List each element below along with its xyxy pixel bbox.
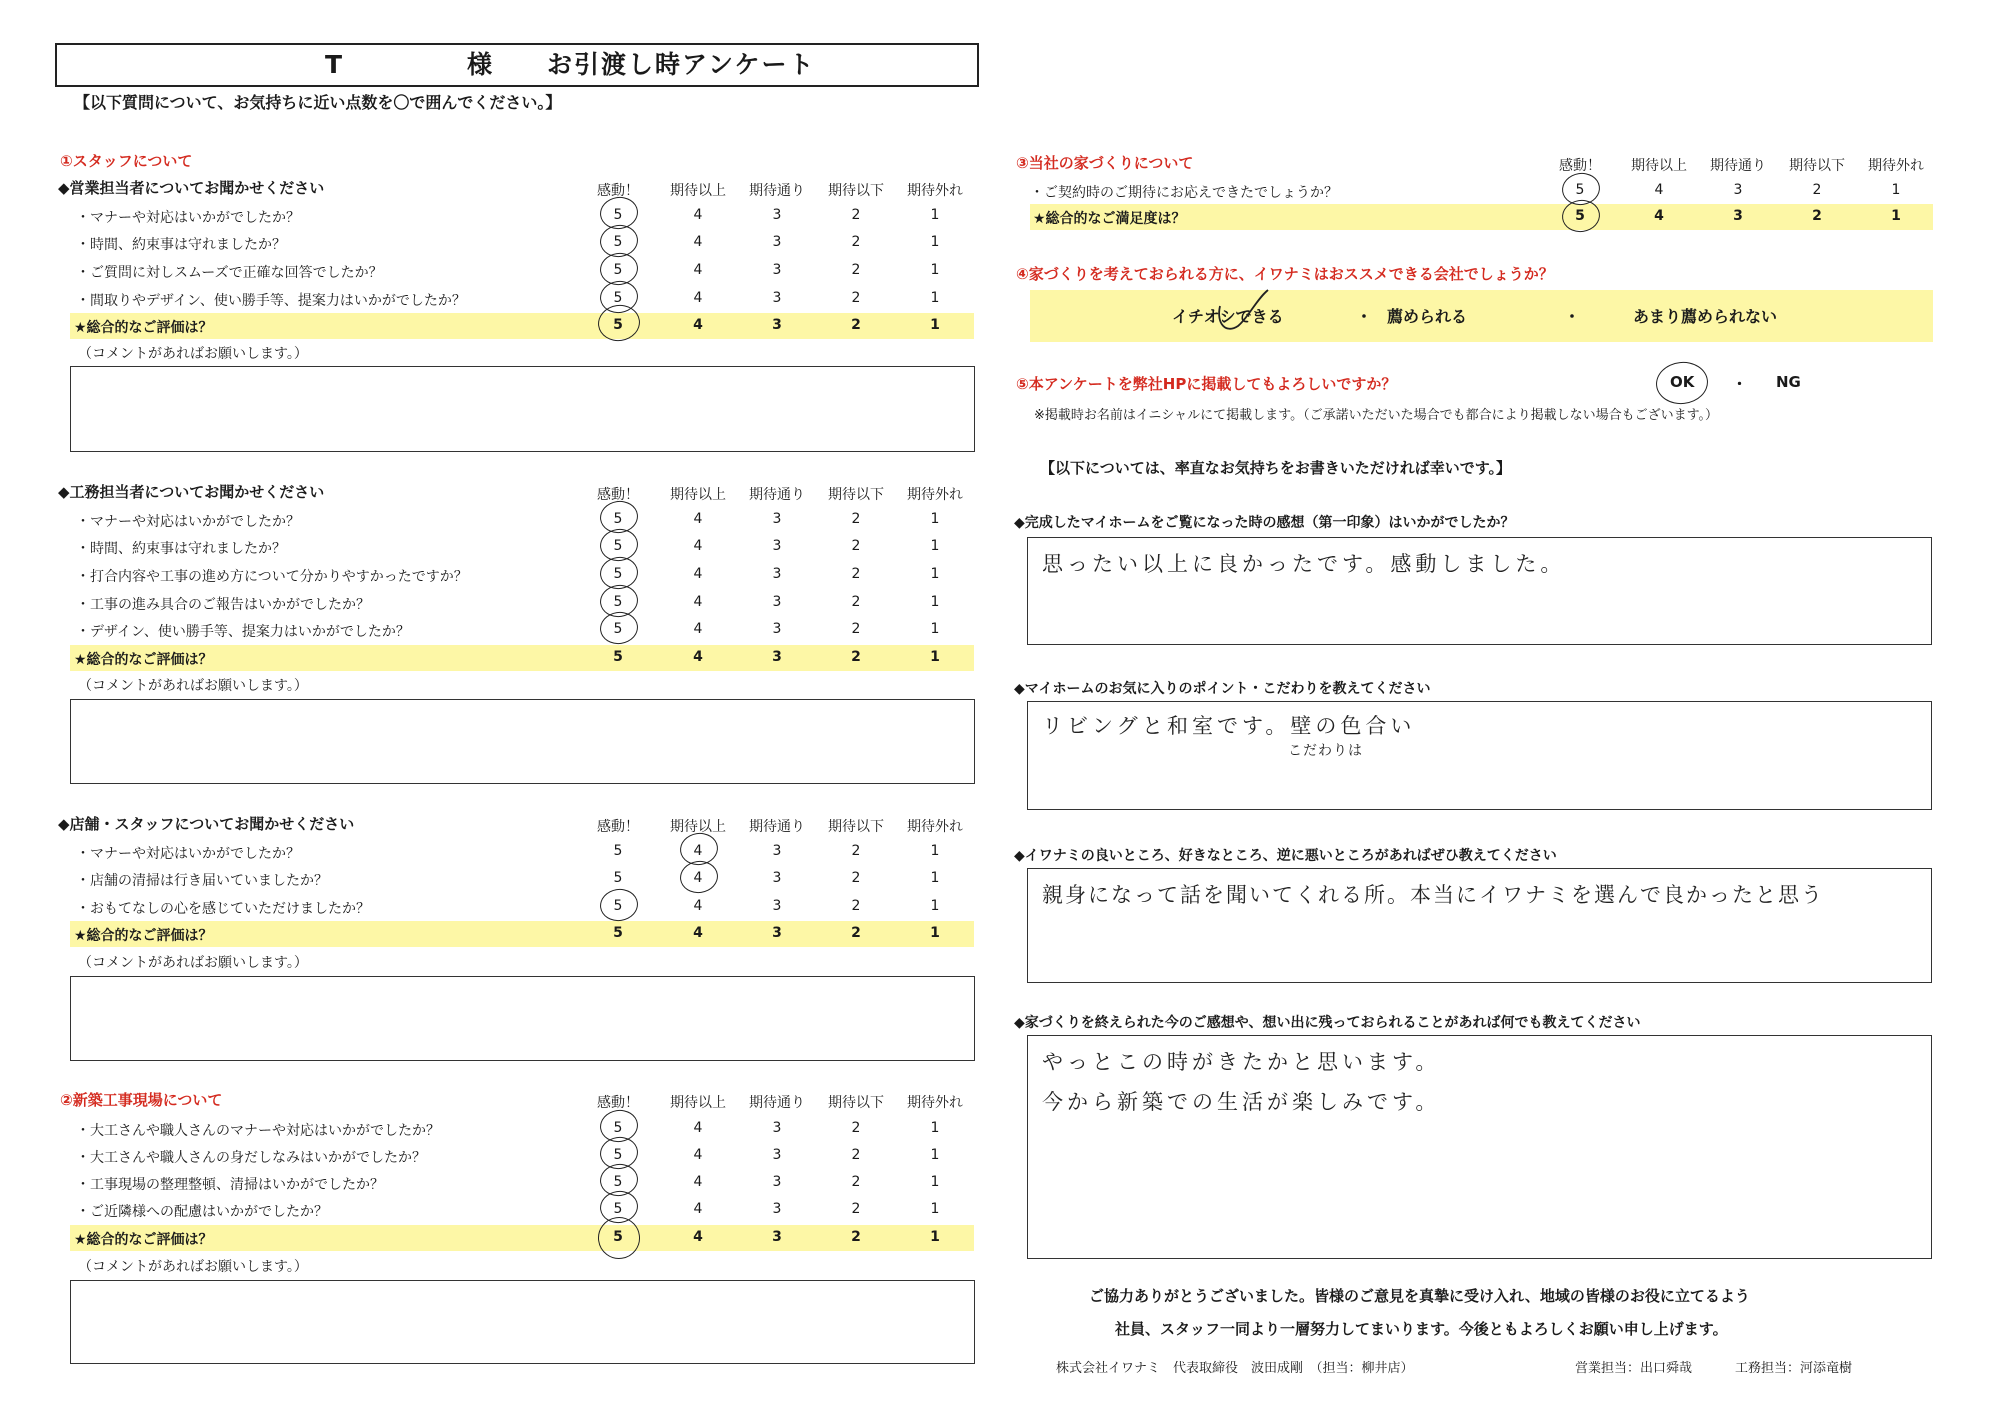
sec4-option[interactable]: あまり薦められない [1633,307,1778,326]
q1-scale-label: 期待外れ [907,183,963,199]
q4-score[interactable]: 1 [930,1120,940,1136]
sec3-overall-score[interactable]: 3 [1733,208,1743,224]
q1-score[interactable]: 2 [851,207,861,223]
sec4-options-highlight [1030,290,1933,342]
q2-scale-label: 期待外れ [907,487,963,503]
q2-score[interactable]: 5 [613,511,623,527]
q4-score[interactable]: 2 [851,1201,861,1217]
sec3-score[interactable]: 5 [1575,182,1585,198]
q2-score[interactable]: 3 [772,566,782,582]
sec3-overall-score[interactable]: 1 [1891,208,1901,224]
title-box [55,43,979,87]
q4-score[interactable]: 5 [613,1147,623,1163]
sec4-separator: ・ [1564,307,1581,326]
q4-overall-score[interactable]: 2 [851,1229,861,1245]
q3-overall-score[interactable]: 1 [930,925,940,941]
q3-score[interactable]: 1 [930,870,940,886]
q4-scale-label: 感動！ [597,1095,639,1111]
q1-overall-score[interactable]: 4 [693,317,703,333]
sec5-ok-option[interactable]: OK [1670,373,1695,391]
q1-item: ・時間、約束事は守れましたか？ [76,237,286,253]
construction-rep: 工務担当：河添竜樹 [1735,1361,1853,1376]
q1-comment-box[interactable] [70,366,975,452]
q3-score[interactable]: 1 [930,843,940,859]
sec4-option[interactable]: イチオシできる [1172,307,1284,326]
sec5-ok-circle [1654,359,1710,406]
q1-overall-score[interactable]: 2 [851,317,861,333]
sec3-scale-label: 感動！ [1559,158,1601,174]
sales-rep: 営業担当：出口舜哉 [1575,1361,1693,1376]
sec4-option[interactable]: 薦められる [1387,307,1468,326]
q2-overall-label: ★総合的なご評価は？ [74,652,213,668]
q4-score[interactable]: 5 [613,1174,623,1190]
section-4-title: ④家づくりを考えておられる方に、イワナミはおススメできる会社でしょうか？ [1016,265,1554,283]
q2-item: ・工事の進み具合のご報告はいかがでしたか？ [76,597,370,613]
sec3-score[interactable]: 2 [1812,182,1822,198]
q3-score[interactable]: 3 [772,870,782,886]
q2-score[interactable]: 3 [772,594,782,610]
q2-score[interactable]: 4 [693,594,703,610]
q4-score[interactable]: 1 [930,1174,940,1190]
q1-score[interactable]: 4 [693,234,703,250]
sec4-check-mark [1212,284,1272,344]
q1-title: ◆営業担当者についてお聞かせください [58,179,325,197]
q1-score[interactable]: 4 [693,207,703,223]
q2-score[interactable]: 2 [851,621,861,637]
q1-scale-label: 期待以下 [828,183,884,199]
fb4-question: ◆家づくりを終えられた今のご感想や、想い出に残っておられることがあれば何でも教えてください [1014,1015,1641,1031]
q1-score[interactable]: 4 [693,262,703,278]
q3-item: ・おもてなしの心を感じていただけましたか？ [76,901,370,917]
q3-score[interactable]: 4 [693,870,703,886]
q3-scale-label: 期待通り [749,819,805,835]
q4-comment-prompt: （コメントがあればお願いします。） [78,1259,308,1275]
q1-score[interactable]: 5 [613,262,623,278]
sec3-scale-label: 期待外れ [1868,158,1924,174]
q2-score[interactable]: 4 [693,566,703,582]
q1-score[interactable]: 3 [772,234,782,250]
q1-overall-score[interactable]: 3 [772,317,782,333]
q3-overall-label: ★総合的なご評価は？ [74,928,213,944]
fb2-answer: リビングと和室です。壁の色合い [1042,714,1416,738]
q4-item: ・大工さんや職人さんの身だしなみはいかがでしたか？ [76,1150,426,1166]
sec3-scale-label: 期待以上 [1631,158,1687,174]
q1-score[interactable]: 3 [772,207,782,223]
q2-score[interactable]: 1 [930,538,940,554]
q4-overall-score[interactable]: 1 [930,1229,940,1245]
q1-score[interactable]: 5 [613,207,623,223]
q3-score[interactable]: 2 [851,843,861,859]
q3-score[interactable]: 5 [613,898,623,914]
q1-scale-label: 感動！ [597,183,639,199]
q4-scale-label: 期待外れ [907,1095,963,1111]
q1-score[interactable]: 3 [772,290,782,306]
q4-score[interactable]: 4 [693,1120,703,1136]
section-3-title: ③当社の家づくりについて [1016,154,1194,172]
fb4-box[interactable] [1027,1035,1932,1259]
q2-score[interactable]: 3 [772,538,782,554]
q4-overall-score[interactable]: 4 [693,1229,703,1245]
q4-overall-label: ★総合的なご評価は？ [74,1232,213,1248]
q4-score[interactable]: 1 [930,1201,940,1217]
q2-scale-label: 感動！ [597,487,639,503]
q1-overall-label: ★総合的なご評価は？ [74,320,213,336]
q3-score[interactable]: 3 [772,898,782,914]
fb4-answer-line: 今から新築での生活が楽しみです。 [1042,1090,1441,1114]
q2-score[interactable]: 5 [613,566,623,582]
q3-scale-label: 期待外れ [907,819,963,835]
fb1-answer: 思ったい以上に良かったです。感動しました。 [1042,552,1566,576]
customer-name: T [325,50,343,79]
q2-comment-prompt: （コメントがあればお願いします。） [78,678,308,694]
q2-overall-score[interactable]: 5 [613,649,623,665]
q1-scale-label: 期待以上 [670,183,726,199]
q2-title: ◆工務担当者についてお聞かせください [58,483,325,501]
sec3-score[interactable]: 1 [1891,182,1901,198]
q1-score[interactable]: 5 [613,234,623,250]
section-1-title: ①スタッフについて [60,152,193,170]
q3-scale-label: 期待以下 [828,819,884,835]
fb4-answer-line: やっとこの時がきたかと思います。 [1042,1050,1441,1074]
q4-overall-score[interactable]: 5 [613,1229,623,1245]
sec3-overall-score[interactable]: 5 [1575,208,1585,224]
q2-score[interactable]: 1 [930,566,940,582]
q2-overall-score[interactable]: 2 [851,649,861,665]
q2-overall-score[interactable]: 4 [693,649,703,665]
survey-title: お引渡し時アンケート [547,50,816,79]
q4-score[interactable]: 4 [693,1147,703,1163]
q3-score[interactable]: 1 [930,898,940,914]
q4-score[interactable]: 3 [772,1201,782,1217]
q4-score[interactable]: 3 [772,1147,782,1163]
q3-overall-score[interactable]: 5 [613,925,623,941]
q2-score[interactable]: 1 [930,511,940,527]
sec3-overall-score[interactable]: 2 [1812,208,1822,224]
section-2-title: ②新築工事現場について [60,1091,223,1109]
q3-overall-score[interactable]: 2 [851,925,861,941]
sec4-separator: ・ [1356,307,1373,326]
q2-item: ・マナーや対応はいかがでしたか？ [76,514,300,530]
q4-scale-label: 期待以上 [670,1095,726,1111]
fb3-question: ◆イワナミの良いところ、好きなところ、逆に悪いところがあればぜひ教えてください [1014,848,1557,864]
q4-item: ・ご近隣様への配慮はいかがでしたか？ [76,1204,328,1220]
free-response-intro: 【以下については、率直なお気持ちをお書きいただければ幸いです。】 [1040,459,1512,477]
q2-score[interactable]: 5 [613,538,623,554]
q3-scale-label: 感動！ [597,819,639,835]
q2-score[interactable]: 5 [613,621,623,637]
q2-score[interactable]: 2 [851,511,861,527]
q1-item: ・マナーや対応はいかがでしたか？ [76,210,300,226]
q1-overall-score[interactable]: 5 [613,317,623,333]
q1-item: ・間取りやデザイン、使い勝手等、提案力はいかがでしたか？ [76,293,466,309]
q4-comment-box[interactable] [70,1280,975,1364]
fb3-box[interactable] [1027,868,1932,983]
q2-score[interactable]: 4 [693,538,703,554]
q4-overall-score[interactable]: 3 [772,1229,782,1245]
q1-score[interactable]: 4 [693,290,703,306]
q3-overall-score[interactable]: 3 [772,925,782,941]
q2-overall-score[interactable]: 1 [930,649,940,665]
q1-item: ・ご質問に対しスムーズで正確な回答でしたか？ [76,265,383,281]
q1-score[interactable]: 2 [851,262,861,278]
instruction: 【以下質問について、お気持ちに近い点数を〇で囲んでください。】 [74,93,562,112]
q4-score[interactable]: 3 [772,1174,782,1190]
fb3-answer: 親身になって話を聞いてくれる所。本当にイワナミを選んで良かったと思う [1042,883,1824,907]
q2-scale-label: 期待以下 [828,487,884,503]
q3-scale-label: 期待以上 [670,819,726,835]
q3-item: ・店舗の清掃は行き届いていましたか？ [76,873,328,889]
q2-score[interactable]: 1 [930,621,940,637]
q2-score[interactable]: 3 [772,511,782,527]
q1-score[interactable]: 3 [772,262,782,278]
fb1-question: ◆完成したマイホームをご覧になった時の感想（第一印象）はいかがでしたか？ [1014,515,1515,531]
q3-item: ・マナーや対応はいかがでしたか？ [76,846,300,862]
q2-score[interactable]: 1 [930,594,940,610]
sec3-score[interactable]: 3 [1733,182,1743,198]
footer-thanks-line: 社員、スタッフ一同より一層努力してまいります。今後ともよろしくお願い申し上げます。 [1115,1320,1728,1338]
q2-score[interactable]: 2 [851,566,861,582]
q1-score[interactable]: 5 [613,290,623,306]
q4-score[interactable]: 5 [613,1201,623,1217]
sec3-overall-score[interactable]: 4 [1654,208,1664,224]
footer-thanks-line: ご協力ありがとうございました。皆様のご意見を真摯に受け入れ、地域の皆様のお役に立てるよう [1089,1287,1750,1305]
q1-scale-label: 期待通り [749,183,805,199]
q3-score[interactable]: 4 [693,843,703,859]
q3-title: ◆店舗・スタッフについてお聞かせください [58,815,355,833]
q4-score[interactable]: 2 [851,1174,861,1190]
q2-item: ・時間、約束事は守れましたか？ [76,541,286,557]
section-5-title: ⑤本アンケートを弊社HPに掲載してもよろしいですか？ [1016,375,1397,393]
fb1-box[interactable] [1027,537,1932,645]
q1-score[interactable]: 2 [851,234,861,250]
q1-score[interactable]: 1 [930,234,940,250]
q2-overall-score[interactable]: 3 [772,649,782,665]
q2-scale-label: 期待以上 [670,487,726,503]
q3-overall-score[interactable]: 4 [693,925,703,941]
q2-item: ・デザイン、使い勝手等、提案力はいかがでしたか？ [76,624,410,640]
fb2-insert: こだわりは [1288,743,1363,759]
q4-score[interactable]: 5 [613,1120,623,1136]
company-info: 株式会社イワナミ 代表取締役 波田成剛 （担当：柳井店） [1056,1361,1414,1376]
q4-score[interactable]: 2 [851,1120,861,1136]
sec5-separator: ・ [1732,375,1748,393]
q1-comment-prompt: （コメントがあればお願いします。） [78,346,308,362]
q1-overall-score[interactable]: 1 [930,317,940,333]
q3-score[interactable]: 5 [613,870,623,886]
q2-item: ・打合内容や工事の進め方について分かりやすかったですか？ [76,569,468,585]
q4-score[interactable]: 3 [772,1120,782,1136]
honorific: 様 [467,50,493,79]
q4-scale-label: 期待以下 [828,1095,884,1111]
sec3-score[interactable]: 4 [1654,182,1664,198]
q4-score[interactable]: 1 [930,1147,940,1163]
sec5-ng-option[interactable]: NG [1776,373,1801,391]
sec3-scale-label: 期待以下 [1789,158,1845,174]
sec3-item: ・ご契約時のご期待にお応えできたでしょうか？ [1030,185,1338,201]
q3-comment-box[interactable] [70,976,975,1061]
q4-item: ・大工さんや職人さんのマナーや対応はいかがでしたか？ [76,1123,440,1139]
q4-score[interactable]: 2 [851,1147,861,1163]
q2-score[interactable]: 2 [851,594,861,610]
q2-score[interactable]: 3 [772,621,782,637]
q4-item: ・工事現場の整理整頓、清掃はいかがでしたか？ [76,1177,384,1193]
q2-score[interactable]: 2 [851,538,861,554]
q1-score[interactable]: 2 [851,290,861,306]
sec3-overall-label: ★総合的なご満足度は？ [1033,211,1186,227]
sec3-scale-label: 期待通り [1710,158,1766,174]
fb2-box[interactable] [1027,701,1932,810]
q3-score[interactable]: 2 [851,898,861,914]
q3-score[interactable]: 5 [613,843,623,859]
fb2-question: ◆マイホームのお気に入りのポイント・こだわりを教えてください [1014,681,1431,697]
q3-score[interactable]: 2 [851,870,861,886]
sec5-note: ※掲載時お名前はイニシャルにて掲載します。（ご承諾いただいた場合でも都合により掲載しない場合もございます。） [1034,408,1719,423]
q2-comment-box[interactable] [70,699,975,784]
q1-score[interactable]: 1 [930,290,940,306]
q4-scale-label: 期待通り [749,1095,805,1111]
q4-score[interactable]: 4 [693,1174,703,1190]
q2-scale-label: 期待通り [749,487,805,503]
q4-score[interactable]: 4 [693,1201,703,1217]
q1-score[interactable]: 1 [930,207,940,223]
q2-score[interactable]: 4 [693,511,703,527]
q1-score[interactable]: 1 [930,262,940,278]
q3-comment-prompt: （コメントがあればお願いします。） [78,955,308,971]
q2-score[interactable]: 5 [613,594,623,610]
q2-score[interactable]: 4 [693,621,703,637]
q3-score[interactable]: 3 [772,843,782,859]
q3-score[interactable]: 4 [693,898,703,914]
